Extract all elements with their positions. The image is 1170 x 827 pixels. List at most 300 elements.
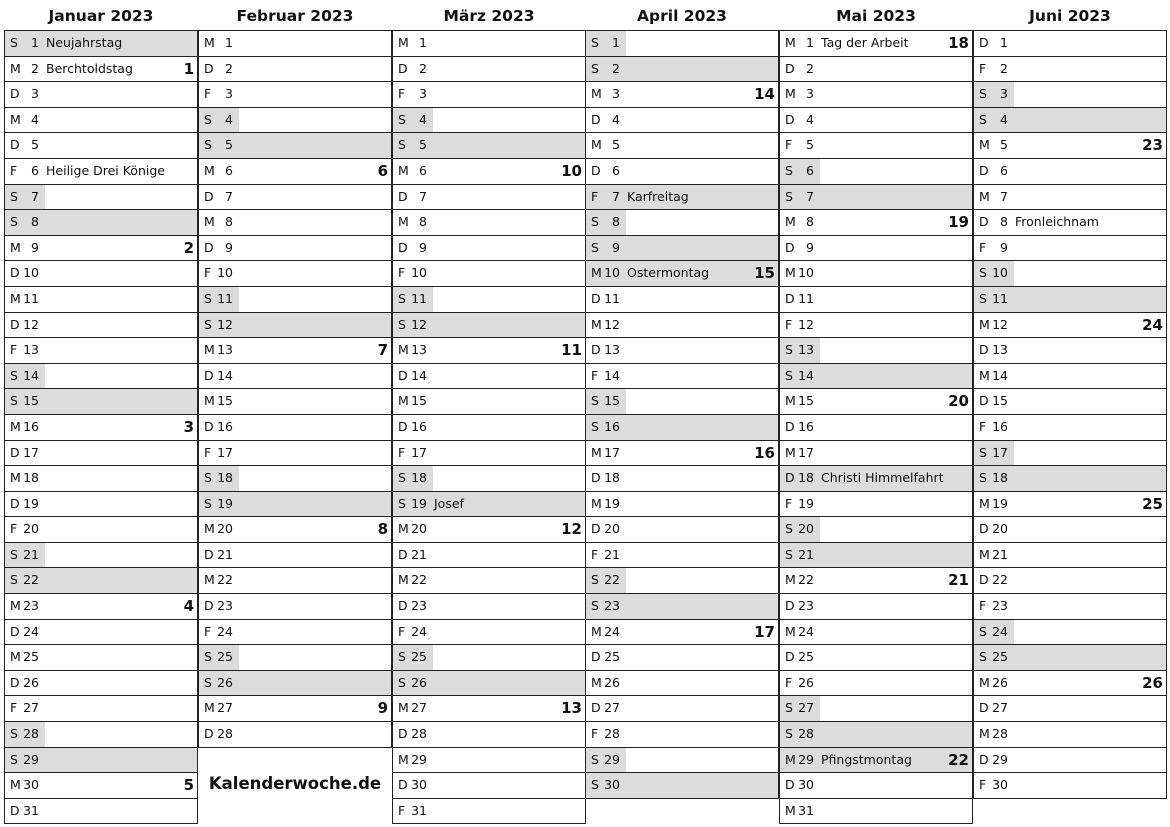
weekday-letter: S — [785, 700, 793, 716]
day-row — [5, 722, 197, 748]
weekday-letter: S — [398, 649, 406, 665]
weekday-letter: M — [398, 700, 409, 716]
day-number: 5 — [31, 137, 39, 153]
weekday-letter: F — [591, 546, 599, 562]
day-number: 11 — [217, 290, 233, 306]
weekday-letter: D — [204, 598, 214, 614]
weekday-letter: F — [591, 367, 599, 383]
week-number: 5 — [183, 776, 194, 795]
holiday-name: Josef — [434, 495, 464, 511]
day-number: 9 — [31, 239, 39, 255]
day-row — [199, 364, 391, 390]
day-number: 12 — [23, 316, 39, 332]
day-row — [393, 492, 585, 518]
weekday-letter: M — [785, 214, 796, 230]
day-number: 13 — [604, 342, 620, 358]
week-number: 9 — [377, 699, 388, 718]
day-row — [586, 210, 778, 236]
day-number: 19 — [217, 495, 233, 511]
day-number: 12 — [798, 316, 814, 332]
day-number: 7 — [419, 188, 427, 204]
day-number: 17 — [798, 444, 814, 460]
weekday-letter: M — [591, 137, 602, 153]
day-number: 9 — [612, 239, 620, 255]
day-number: 2 — [612, 60, 620, 76]
day-row — [393, 466, 585, 492]
day-row — [780, 82, 972, 108]
weekday-letter: S — [785, 546, 793, 562]
day-row — [199, 313, 391, 339]
day-number: 11 — [23, 290, 39, 306]
weekday-letter: F — [398, 802, 406, 818]
day-number: 31 — [798, 802, 814, 818]
day-number: 1 — [419, 35, 427, 50]
day-number: 27 — [217, 700, 233, 716]
weekday-letter: M — [785, 623, 796, 639]
day-row — [5, 133, 197, 159]
day-number: 15 — [217, 393, 233, 409]
day-row — [199, 338, 391, 364]
weekday-letter: F — [785, 137, 793, 153]
day-row — [5, 31, 197, 57]
month-column — [4, 0, 198, 824]
day-number: 22 — [798, 572, 814, 588]
day-row — [5, 466, 197, 492]
day-row — [586, 313, 778, 339]
day-number: 23 — [992, 598, 1008, 614]
brand-label: Kalenderwoche.de — [208, 774, 382, 793]
day-row — [393, 594, 585, 620]
day-row — [974, 748, 1166, 774]
weekday-letter: S — [591, 60, 599, 76]
day-number: 22 — [992, 572, 1008, 588]
day-row — [5, 696, 197, 722]
weekday-letter: D — [204, 60, 214, 76]
day-number: 27 — [23, 700, 39, 716]
week-number: 10 — [561, 161, 582, 180]
weekday-letter: D — [398, 777, 408, 793]
day-row — [393, 210, 585, 236]
day-number: 31 — [411, 802, 427, 818]
day-number: 10 — [604, 265, 620, 281]
day-number: 12 — [411, 316, 427, 332]
day-row — [586, 108, 778, 134]
month-column — [779, 0, 973, 824]
day-row — [586, 441, 778, 467]
weekday-letter: S — [204, 111, 212, 127]
day-number: 10 — [798, 265, 814, 281]
weekday-letter: S — [204, 290, 212, 306]
day-row — [393, 261, 585, 287]
day-row — [199, 57, 391, 83]
day-row — [199, 543, 391, 569]
day-number: 2 — [1000, 60, 1008, 76]
weekday-letter: M — [398, 521, 409, 537]
day-row — [586, 287, 778, 313]
day-row — [199, 466, 391, 492]
day-number: 1 — [31, 35, 39, 50]
day-row — [780, 313, 972, 339]
day-row — [974, 517, 1166, 543]
day-row — [974, 133, 1166, 159]
day-number: 17 — [604, 444, 620, 460]
day-number: 28 — [411, 726, 427, 742]
month-column — [973, 0, 1167, 799]
weekday-letter: D — [398, 726, 408, 742]
day-row — [586, 338, 778, 364]
day-row — [393, 671, 585, 697]
day-row — [780, 645, 972, 671]
day-row — [393, 543, 585, 569]
weekday-letter: D — [591, 342, 601, 358]
day-row — [393, 133, 585, 159]
day-number: 18 — [23, 470, 39, 486]
weekday-letter: M — [591, 495, 602, 511]
day-number: 1 — [225, 35, 233, 50]
weekday-letter: F — [591, 188, 599, 204]
weekday-letter: D — [785, 649, 795, 665]
weekday-letter: D — [398, 598, 408, 614]
day-row — [780, 671, 972, 697]
weekday-letter: D — [591, 162, 601, 178]
day-number: 20 — [992, 521, 1008, 537]
holiday-name: Neujahrstag — [46, 35, 123, 50]
day-number: 20 — [411, 521, 427, 537]
day-row — [5, 185, 197, 211]
day-number: 25 — [411, 649, 427, 665]
day-row — [974, 645, 1166, 671]
day-row — [780, 748, 972, 774]
weekday-letter: M — [10, 470, 21, 486]
weekday-letter: F — [979, 60, 987, 76]
week-number: 19 — [948, 213, 969, 232]
day-row — [974, 236, 1166, 262]
weekday-letter: S — [979, 290, 987, 306]
weekday-letter: D — [591, 111, 601, 127]
day-number: 26 — [604, 674, 620, 690]
day-number: 6 — [1000, 162, 1008, 178]
day-number: 8 — [419, 214, 427, 230]
day-row — [974, 543, 1166, 569]
day-row — [5, 620, 197, 646]
day-number: 7 — [31, 188, 39, 204]
weekday-letter: D — [979, 162, 989, 178]
weekday-letter: F — [204, 623, 212, 639]
day-row — [586, 82, 778, 108]
day-row — [199, 492, 391, 518]
weekday-letter: D — [785, 111, 795, 127]
day-number: 16 — [411, 418, 427, 434]
weekday-letter: S — [398, 111, 406, 127]
weekday-letter: S — [591, 418, 599, 434]
day-number: 7 — [612, 188, 620, 204]
weekday-letter: D — [979, 214, 989, 230]
weekday-letter: M — [785, 444, 796, 460]
day-number: 4 — [806, 111, 814, 127]
weekday-letter: M — [398, 342, 409, 358]
weekday-letter: F — [591, 726, 599, 742]
day-row — [5, 57, 197, 83]
day-number: 29 — [604, 751, 620, 767]
day-row — [780, 415, 972, 441]
day-row — [5, 364, 197, 390]
weekday-letter: S — [204, 674, 212, 690]
day-row — [974, 287, 1166, 313]
weekday-letter: S — [398, 495, 406, 511]
day-row — [780, 108, 972, 134]
weekday-letter: D — [785, 60, 795, 76]
weekday-letter: M — [979, 674, 990, 690]
weekday-letter: M — [10, 418, 21, 434]
day-number: 5 — [225, 137, 233, 153]
day-number: 8 — [806, 214, 814, 230]
weekday-letter: S — [591, 214, 599, 230]
day-row — [393, 773, 585, 799]
day-row — [199, 287, 391, 313]
day-number: 4 — [225, 111, 233, 127]
day-row — [974, 31, 1166, 57]
weekday-letter: S — [979, 649, 987, 665]
day-number: 10 — [992, 265, 1008, 281]
day-row — [974, 696, 1166, 722]
week-number: 4 — [183, 597, 194, 616]
weekday-letter: M — [398, 393, 409, 409]
day-list — [198, 30, 392, 748]
week-number: 22 — [948, 750, 969, 769]
day-number: 11 — [411, 290, 427, 306]
weekday-letter: M — [204, 572, 215, 588]
day-row — [780, 441, 972, 467]
weekday-letter: S — [10, 188, 18, 204]
day-number: 15 — [798, 393, 814, 409]
day-row — [5, 748, 197, 774]
day-row — [5, 441, 197, 467]
day-number: 9 — [225, 239, 233, 255]
weekday-letter: M — [398, 751, 409, 767]
day-row — [393, 620, 585, 646]
day-number: 11 — [604, 290, 620, 306]
day-number: 5 — [806, 137, 814, 153]
day-row — [199, 415, 391, 441]
weekday-letter: M — [204, 214, 215, 230]
month-title: März 2023 — [443, 7, 535, 25]
day-number: 17 — [217, 444, 233, 460]
weekday-letter: M — [785, 572, 796, 588]
weekday-letter: M — [204, 162, 215, 178]
day-number: 29 — [411, 751, 427, 767]
day-row — [586, 696, 778, 722]
day-row — [974, 338, 1166, 364]
weekday-letter: F — [979, 598, 987, 614]
day-row — [199, 389, 391, 415]
weekday-letter: S — [204, 649, 212, 665]
day-row — [780, 620, 972, 646]
weekday-letter: D — [10, 674, 20, 690]
weekday-letter: D — [204, 188, 214, 204]
day-number: 14 — [798, 367, 814, 383]
day-row — [393, 441, 585, 467]
weekday-letter: M — [10, 290, 21, 306]
day-list — [392, 30, 586, 824]
day-number: 18 — [992, 470, 1008, 486]
day-row — [199, 210, 391, 236]
day-row — [393, 185, 585, 211]
weekday-letter: S — [10, 546, 18, 562]
day-number: 23 — [23, 598, 39, 614]
weekday-letter: D — [398, 188, 408, 204]
holiday-name: Ostermontag — [627, 265, 710, 281]
week-number: 17 — [754, 622, 775, 641]
weekday-letter: F — [785, 674, 793, 690]
month-column — [198, 0, 392, 748]
day-row — [780, 466, 972, 492]
day-number: 6 — [31, 162, 39, 178]
day-row — [780, 722, 972, 748]
day-number: 3 — [419, 86, 427, 102]
weekday-letter: M — [10, 239, 21, 255]
weekday-letter: M — [785, 751, 796, 767]
weekday-letter: M — [785, 265, 796, 281]
day-number: 13 — [798, 342, 814, 358]
day-row — [393, 364, 585, 390]
weekday-letter: S — [591, 35, 599, 50]
day-row — [974, 261, 1166, 287]
day-number: 27 — [411, 700, 427, 716]
week-number: 6 — [377, 161, 388, 180]
weekday-letter: D — [398, 60, 408, 76]
holiday-name: Tag der Arbeit — [821, 35, 909, 50]
week-number: 13 — [561, 699, 582, 718]
day-number: 27 — [604, 700, 620, 716]
weekday-letter: S — [785, 188, 793, 204]
day-number: 8 — [31, 214, 39, 230]
weekday-letter: S — [785, 162, 793, 178]
day-number: 25 — [23, 649, 39, 665]
day-row — [199, 696, 391, 722]
day-number: 9 — [806, 239, 814, 255]
day-row — [586, 159, 778, 185]
weekday-letter: D — [785, 470, 795, 486]
day-number: 5 — [612, 137, 620, 153]
day-number: 18 — [217, 470, 233, 486]
weekday-letter: M — [591, 444, 602, 460]
weekday-letter: S — [398, 470, 406, 486]
day-number: 6 — [225, 162, 233, 178]
weekday-letter: D — [398, 546, 408, 562]
day-row — [5, 517, 197, 543]
day-number: 29 — [798, 751, 814, 767]
day-row — [393, 31, 585, 57]
weekday-letter: F — [398, 86, 406, 102]
day-number: 21 — [411, 546, 427, 562]
day-number: 13 — [23, 342, 39, 358]
weekday-letter: S — [979, 86, 987, 102]
day-row — [586, 620, 778, 646]
day-number: 24 — [217, 623, 233, 639]
weekday-letter: M — [979, 316, 990, 332]
day-number: 16 — [23, 418, 39, 434]
weekday-letter: S — [398, 290, 406, 306]
day-number: 14 — [23, 367, 39, 383]
day-row — [780, 31, 972, 57]
weekday-letter: M — [398, 572, 409, 588]
weekday-letter: S — [10, 393, 18, 409]
weekday-letter: S — [204, 316, 212, 332]
weekday-letter: D — [979, 572, 989, 588]
weekday-letter: F — [10, 521, 18, 537]
month-column — [392, 0, 586, 824]
day-number: 1 — [806, 35, 814, 50]
day-row — [199, 236, 391, 262]
day-row — [780, 210, 972, 236]
day-row — [586, 364, 778, 390]
day-row — [586, 389, 778, 415]
weekday-letter: S — [979, 111, 987, 127]
day-number: 3 — [1000, 86, 1008, 102]
day-number: 13 — [411, 342, 427, 358]
day-number: 5 — [1000, 137, 1008, 153]
holiday-name: Heilige Drei Könige — [46, 162, 165, 178]
weekday-letter: S — [204, 495, 212, 511]
day-row — [5, 594, 197, 620]
day-row — [780, 133, 972, 159]
day-row — [199, 620, 391, 646]
holiday-name: Christi Himmelfahrt — [821, 470, 944, 486]
weekday-letter: D — [10, 444, 20, 460]
day-row — [393, 338, 585, 364]
day-number: 28 — [992, 726, 1008, 742]
day-number: 24 — [798, 623, 814, 639]
day-row — [393, 722, 585, 748]
day-number: 2 — [225, 60, 233, 76]
day-number: 20 — [23, 521, 39, 537]
holiday-name: Pfingstmontag — [821, 751, 912, 767]
day-row — [974, 364, 1166, 390]
day-number: 18 — [798, 470, 814, 486]
day-number: 8 — [612, 214, 620, 230]
weekday-letter: F — [204, 444, 212, 460]
day-number: 21 — [217, 546, 233, 562]
weekday-letter: M — [10, 111, 21, 127]
weekday-letter: D — [591, 290, 601, 306]
day-number: 3 — [612, 86, 620, 102]
month-title: Januar 2023 — [48, 7, 154, 25]
weekday-letter: S — [785, 726, 793, 742]
day-number: 4 — [31, 111, 39, 127]
day-number: 21 — [23, 546, 39, 562]
day-row — [586, 594, 778, 620]
day-number: 20 — [217, 521, 233, 537]
weekday-letter: S — [591, 777, 599, 793]
day-number: 8 — [1000, 214, 1008, 230]
weekday-letter: S — [204, 137, 212, 153]
day-row — [586, 57, 778, 83]
day-row — [780, 236, 972, 262]
day-row — [780, 261, 972, 287]
day-number: 19 — [798, 495, 814, 511]
day-number: 3 — [31, 86, 39, 102]
day-row — [199, 594, 391, 620]
day-number: 27 — [992, 700, 1008, 716]
day-number: 23 — [604, 598, 620, 614]
day-row — [393, 287, 585, 313]
weekday-letter: M — [979, 495, 990, 511]
day-number: 15 — [992, 393, 1008, 409]
day-number: 15 — [411, 393, 427, 409]
weekday-letter: D — [979, 751, 989, 767]
day-row — [393, 568, 585, 594]
weekday-letter: D — [591, 700, 601, 716]
